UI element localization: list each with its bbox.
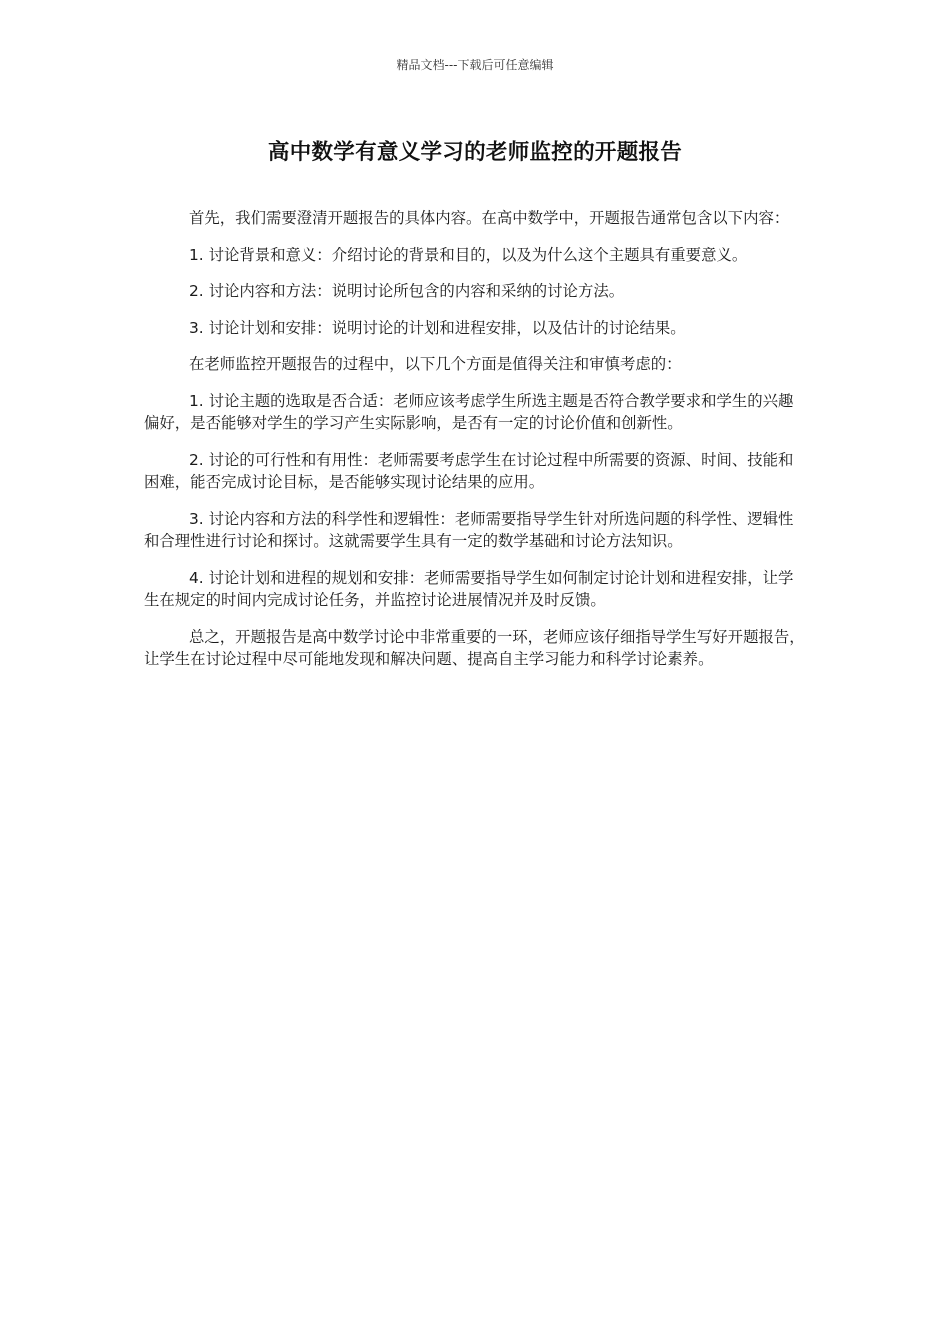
paragraph-item-content: 2. 讨论内容和方法：说明讨论所包含的内容和采纳的讨论方法。 [189, 282, 625, 300]
page-header: 精品文档---下载后可任意编辑 [396, 58, 554, 72]
paragraph-monitoring-intro: 在老师监控开题报告的过程中，以下几个方面是值得关注和审慎考虑的： [189, 355, 682, 373]
paragraph-item-background: 1. 讨论背景和意义：介绍讨论的背景和目的，以及为什么这个主题具有重要意义。 [189, 245, 748, 264]
paragraph-aspect-logic: 3. 讨论内容和方法的科学性和逻辑性：老师需要指导学生针对所选问题的科学性、逻辑性和合理性进行讨论和探讨。这就需要学生具有一定的数学基础和讨论方法知识。 [144, 509, 794, 550]
paragraph-aspect-schedule: 4. 讨论计划和进程的规划和安排：老师需要指导学生如何制定讨论计划和进程安排，让学生在规定的时间内完成讨论任务，并监控讨论进展情况并及时反馈。 [144, 568, 794, 609]
paragraph-conclusion: 总之，开题报告是高中数学讨论中非常重要的一环，老师应该仔细指导学生写好开题报告，让学生在讨论过程中尽可能地发现和解决问题、提高自主学习能力和科学讨论素养。 [144, 627, 805, 668]
paragraph-aspect-feasibility: 2. 讨论的可行性和有用性：老师需要考虑学生在讨论过程中所需要的资源、时间、技能和困难，能否完成讨论目标，是否能够实现讨论结果的应用。 [144, 450, 794, 491]
document-body [144, 207, 808, 685]
paragraph-intro: 首先，我们需要澄清开题报告的具体内容。在高中数学中，开题报告通常包含以下内容： [189, 209, 790, 227]
paragraph-item-plan: 3. 讨论计划和安排：说明讨论的计划和进程安排，以及估计的讨论结果。 [189, 318, 686, 337]
paragraph-aspect-topic: 1. 讨论主题的选取是否合适：老师应该考虑学生所选主题是否符合教学要求和学生的兴趣偏好，是否能够对学生的学习产生实际影响，是否有一定的讨论价值和创新性。 [144, 391, 794, 432]
document-title: 高中数学有意义学习的老师监控的开题报告 [267, 140, 683, 165]
